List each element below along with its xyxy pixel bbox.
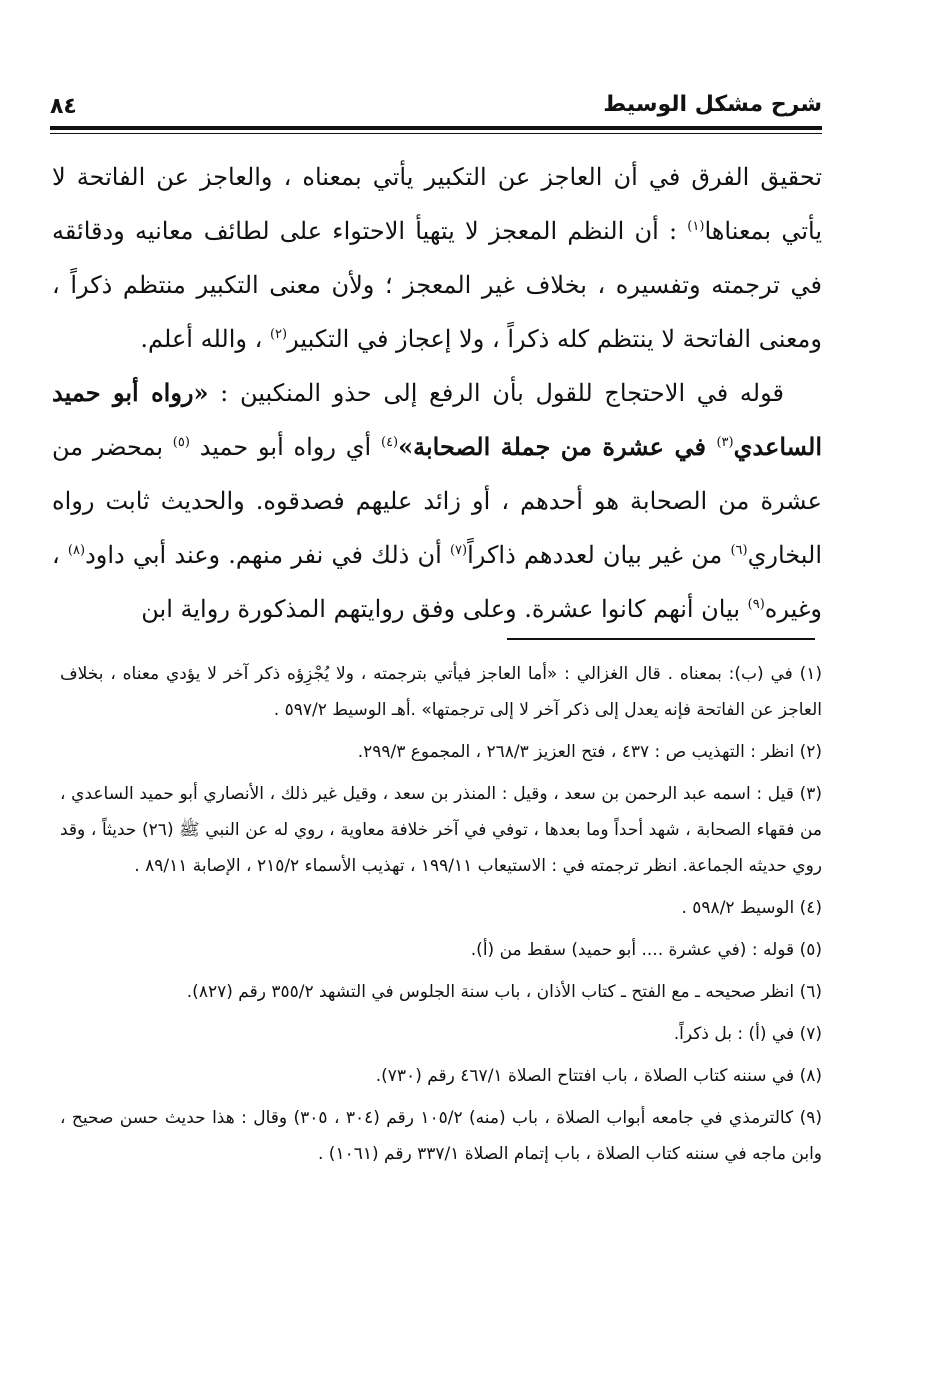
footnote: (٧) في (أ) : بل ذكراً.	[673, 1024, 822, 1044]
running-title: شرح مشكل الوسيط	[603, 92, 822, 117]
footnote: (٨) في سننه كتاب الصلاة ، باب افتتاح الصلاة ٤٦٧/١ رقم (٧٣٠).	[375, 1066, 822, 1086]
page-number: ٨٤	[50, 94, 77, 119]
footnote: (٥) قوله : (في عشرة .... أبو حميد) سقط من (أ).	[470, 940, 822, 960]
paragraph: تحقيق الفرق في أن العاجز عن التكبير يأتي بمعناه ، والعاجز عن الفاتحة لا يأتي بمعناها$^{(١)}$ : أن النظم المعجز لا يتهيأ الاحتواء على لطائف معانيه ودقائقه في ترجمته وتفسيره ، بخلاف غير المعجز ؛ ولأن معنى التكبير منتظم ذكراً ، ومعنى الفاتحة لا ينتظم كله ذكراً ، ولا إعجاز في التكبير$^{(٢)}$ ، والله أعلم.	[52, 163, 822, 353]
main-text	[52, 150, 822, 636]
page-header	[50, 92, 822, 122]
paragraph: قوله في الاحتجاج للقول بأن الرفع إلى حذو المنكبين : «رواه أبو حميد الساعدي$^{(٣)}$ في عشرة من جملة الصحابة»$^{(٤)}$ أي رواه أبو حميد $^{(٥)}$ بمحضر من عشرة من الصحابة هو أحدهم ، أو زائد عليهم فصدقوه. والحديث ثابت رواه البخاري$^{(٦)}$ من غير بيان لعددهم ذاكراً$^{(٧)}$ أن ذلك في نفر منهم. وعند أبي داود$^{(٨)}$ ، وغيره$^{(٩)}$ بيان أنهم كانوا عشرة. وعلى وفق روايتهم المذكورة رواية ابن	[52, 378, 823, 623]
footnote: (١) في (ب): بمعناه . قال الغزالي : «أما العاجز فيأتي بترجمته ، ولا يُجْزِؤه ذكر آخر لا يؤدي معناه ، بخلاف العاجز عن الفاتحة فإنه يعدل إلى ذكر آخر لا إلى ترجمتها» .أهـ الوسيط ٥٩٧/٢ .	[60, 664, 822, 720]
footnote-number: (٤)	[799, 898, 822, 918]
footnote-ref[interactable]: (٩)	[747, 597, 765, 612]
footnote-number: (٨)	[799, 1066, 822, 1086]
footnote-number: (٢)	[799, 742, 822, 762]
header-rule-thin	[50, 133, 822, 134]
footnote-separator	[507, 638, 815, 640]
footnote-ref[interactable]: (١)	[687, 219, 705, 234]
footnote: (٩) كالترمذي في جامعه أبواب الصلاة ، باب (منه) ١٠٥/٢ رقم (٣٠٤ ، ٣٠٥) وقال : هذا حديث حسن صحيح ، وابن ماجه في سننه كتاب الصلاة ، باب إتمام الصلاة ٣٣٧/١ رقم (١٠٦١) .	[60, 1108, 823, 1164]
footnote: (٣) قيل : اسمه عبد الرحمن بن سعد ، وقيل : المنذر بن سعد ، وقيل غير ذلك ، الأنصاري أبو حميد الساعدي ، من فقهاء الصحابة ، شهد أحداً وما بعدها ، توفي في آخر خلافة معاوية ، روي له عن النبي ﷺ (٢٦) حديثاً ، وقد روي حديثه الجماعة. انظر ترجمته في : الاستيعاب ١٩٩/١١ ، تهذيب الأسماء ٢١٥/٢ ، الإصابة ٨٩/١١ .	[60, 784, 822, 876]
footnote: (٦) انظر صحيحه ـ مع الفتح ـ كتاب الأذان ، باب سنة الجلوس في التشهد ٣٥٥/٢ رقم (٨٢٧).	[186, 982, 822, 1002]
footnote-ref[interactable]: (٤)	[380, 435, 399, 450]
footnote-number: (٧)	[799, 1024, 822, 1044]
footnote-number: (٩)	[799, 1108, 823, 1128]
footnote-ref[interactable]: (٧)	[449, 543, 468, 558]
footnotes	[60, 656, 822, 1178]
quoted-text: «رواه أبو حميد الساعدي	[52, 378, 823, 461]
footnote-number: (٣)	[799, 784, 822, 804]
footnote: (٢) انظر : التهذيب ص : ٤٣٧ ، فتح العزيز ٢٦٨/٣ ، المجموع ٢٩٩/٣.	[357, 742, 822, 762]
header-rule	[50, 126, 822, 130]
footnote-number: (١)	[799, 664, 822, 684]
footnote-ref[interactable]: (٨)	[67, 543, 86, 558]
quoted-text: في عشرة من جملة الصحابة»	[398, 432, 717, 461]
footnote-number: (٦)	[799, 982, 822, 1002]
footnote-ref[interactable]: (٣)	[716, 435, 734, 450]
footnote-number: (٥)	[799, 940, 822, 960]
footnote-ref[interactable]: (٦)	[730, 543, 748, 558]
footnote-ref[interactable]: (٢)	[269, 327, 288, 342]
footnote-ref[interactable]: (٥)	[172, 435, 190, 450]
footnote: (٤) الوسيط ٥٩٨/٢ .	[681, 898, 822, 918]
